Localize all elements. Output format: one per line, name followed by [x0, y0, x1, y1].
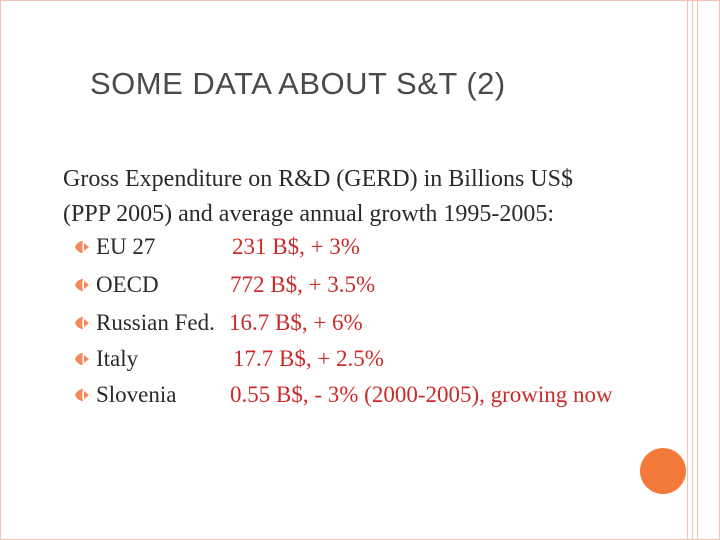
list-item-value: 0.55 B$, - 3% (2000-2005), growing now	[230, 382, 613, 407]
right-border-line-2	[692, 0, 693, 540]
list-item-label: Slovenia	[96, 382, 177, 407]
slide-title: SOME DATA ABOUT S&T (2)	[90, 66, 506, 101]
bullet-icon	[74, 278, 90, 292]
right-border-line-1	[687, 0, 688, 540]
list-item-value: 772 B$, + 3.5%	[230, 272, 376, 297]
intro-line-2: (PPP 2005) and average annual growth 1995-2005:	[63, 201, 555, 227]
right-border-line-3	[697, 0, 698, 540]
intro-text	[63, 162, 683, 232]
list-item-value: 16.7 B$, + 6%	[229, 310, 363, 335]
bullet-icon	[74, 388, 90, 402]
list-item-label: EU 27	[96, 234, 156, 259]
list-item-label: Russian Fed.	[96, 310, 215, 335]
bullet-icon	[74, 240, 90, 254]
list-item-label: Italy	[96, 346, 139, 371]
bullet-icon	[74, 316, 90, 330]
intro-line-1: Gross Expenditure on R&D (GERD) in Billions US$	[63, 166, 573, 192]
list-item-value: 231 B$, + 3%	[232, 234, 360, 259]
list-item-value: 17.7 B$, + 2.5%	[233, 346, 384, 371]
bullet-icon	[74, 352, 90, 366]
list-item-label: OECD	[96, 272, 159, 297]
decorative-circle	[640, 448, 686, 494]
